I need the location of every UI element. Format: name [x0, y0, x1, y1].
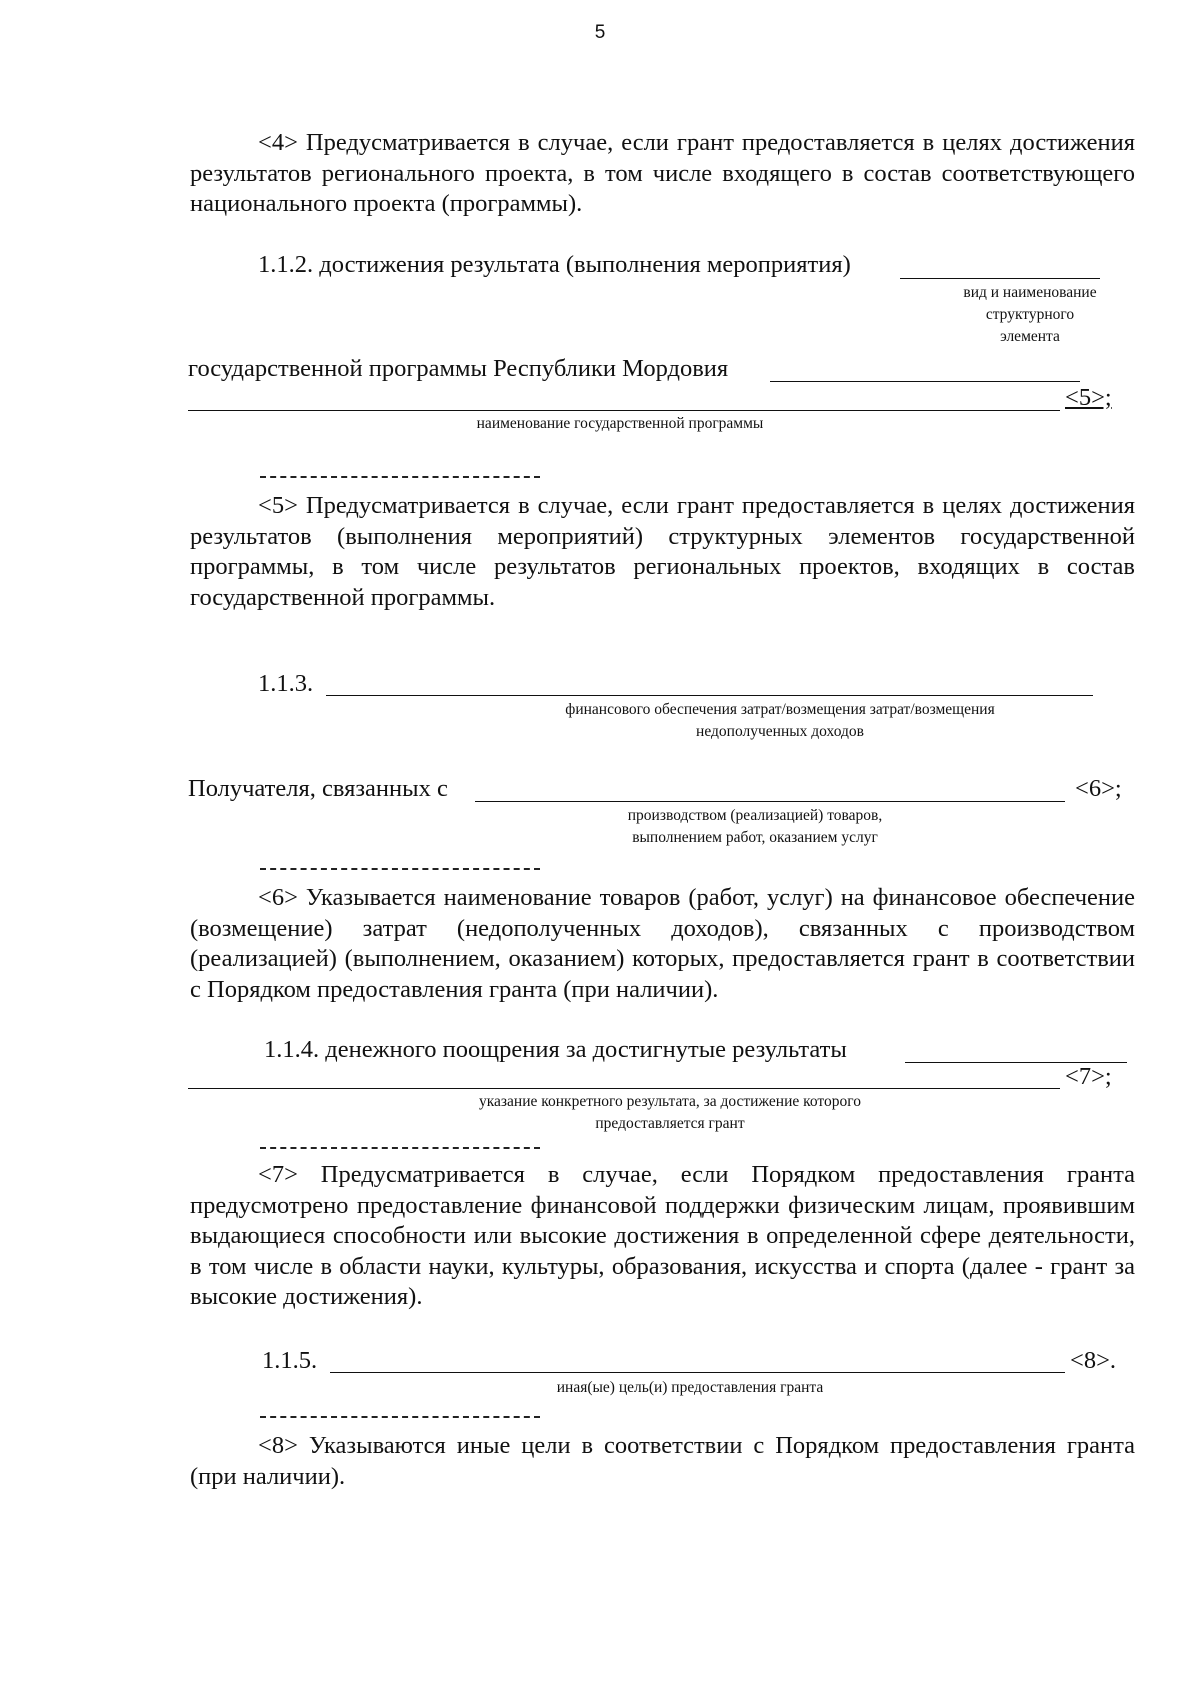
caption-structural-element-3: элемента — [1000, 328, 1060, 345]
footnote-5 — [190, 491, 1135, 613]
item-1-1-3-number: 1.1.3. — [258, 670, 314, 697]
caption-goods-2: выполнением работ, оказанием услуг — [632, 829, 878, 846]
blank-line — [326, 695, 1093, 696]
caption-structural-element-1: вид и наименование — [963, 284, 1097, 301]
blank-line — [330, 1372, 1065, 1373]
item-1-1-2-text: 1.1.2. достижения результата (выполнения мероприятия) — [258, 251, 851, 278]
footnote-8-text: <8> Указываются иные цели в соответствии с Порядком предоставления гранта (при наличии). — [190, 1432, 1135, 1490]
caption-other-goals: иная(ые) цель(и) предоставления гранта — [556, 1379, 824, 1396]
footnote-separator — [260, 1416, 540, 1418]
item-1-1-4-text: 1.1.4. денежного поощрения за достигнутые результаты — [264, 1036, 847, 1063]
page-number: 5 — [594, 22, 606, 43]
caption-program-name: наименование государственной программы — [476, 415, 764, 432]
footnote-6 — [190, 883, 1135, 1005]
footnote-ref-7: <7>; — [1065, 1063, 1112, 1090]
footnote-separator — [260, 1147, 540, 1149]
blank-line — [770, 381, 1080, 382]
item-1-1-3-recipient-text: Получателя, связанных с — [188, 775, 448, 802]
item-1-1-5-number: 1.1.5. — [262, 1347, 318, 1374]
caption-result-1: указание конкретного результата, за достижение которого — [479, 1093, 861, 1110]
footnote-5-text: <5> Предусматривается в случае, если грант предоставляется в целях достижения результатов (выполнения мероприятий) структурных элементов государственной программы, в том числе результатов региональных проектов, входящих в состав государственной программы. — [190, 492, 1135, 611]
footnote-separator — [260, 868, 540, 870]
footnote-4-text: <4> Предусматривается в случае, если грант предоставляется в целях достижения результатов регионального проекта, в том числе входящего в состав соответствующего национального проекта (программы). — [190, 129, 1135, 217]
caption-goods-1: производством (реализацией) товаров, — [627, 807, 883, 824]
footnote-4 — [190, 128, 1135, 220]
footnote-7 — [190, 1160, 1135, 1313]
caption-financing-1: финансового обеспечения затрат/возмещения затрат/возмещения — [565, 701, 995, 718]
blank-line — [188, 1088, 1060, 1089]
caption-structural-element-2: структурного — [985, 306, 1075, 323]
footnote-8 — [190, 1431, 1135, 1492]
footnote-ref-8: <8>. — [1070, 1347, 1117, 1374]
footnote-separator — [260, 476, 540, 478]
footnote-6-text: <6> Указывается наименование товаров (работ, услуг) на финансовое обеспечение (возмещение) затрат (недополученных доходов), связанных с производством (реализацией) (выполнением, оказанием) которых, предоставляется грант в соответствии с Порядком предоставления гранта (при наличии). — [190, 884, 1135, 1003]
blank-line — [188, 410, 1060, 411]
footnote-7-text: <7> Предусматривается в случае, если Порядком предоставления гранта предусмотрено предоставление финансовой поддержки физическим лицам, проявившим выдающиеся способности или высокие достижения в определенной сфере деятельности, в том числе в области науки, культуры, образования, искусства и спорта (далее - грант за высокие достижения). — [190, 1161, 1135, 1310]
footnote-ref-6: <6>; — [1075, 775, 1122, 802]
footnote-ref-5: <5>; — [1065, 384, 1112, 411]
blank-line — [475, 801, 1065, 802]
caption-result-2: предоставляется грант — [595, 1115, 745, 1132]
caption-financing-2: недополученных доходов — [696, 723, 864, 740]
item-1-1-2-program-text: государственной программы Республики Мордовия — [188, 355, 729, 382]
blank-line — [900, 278, 1100, 279]
